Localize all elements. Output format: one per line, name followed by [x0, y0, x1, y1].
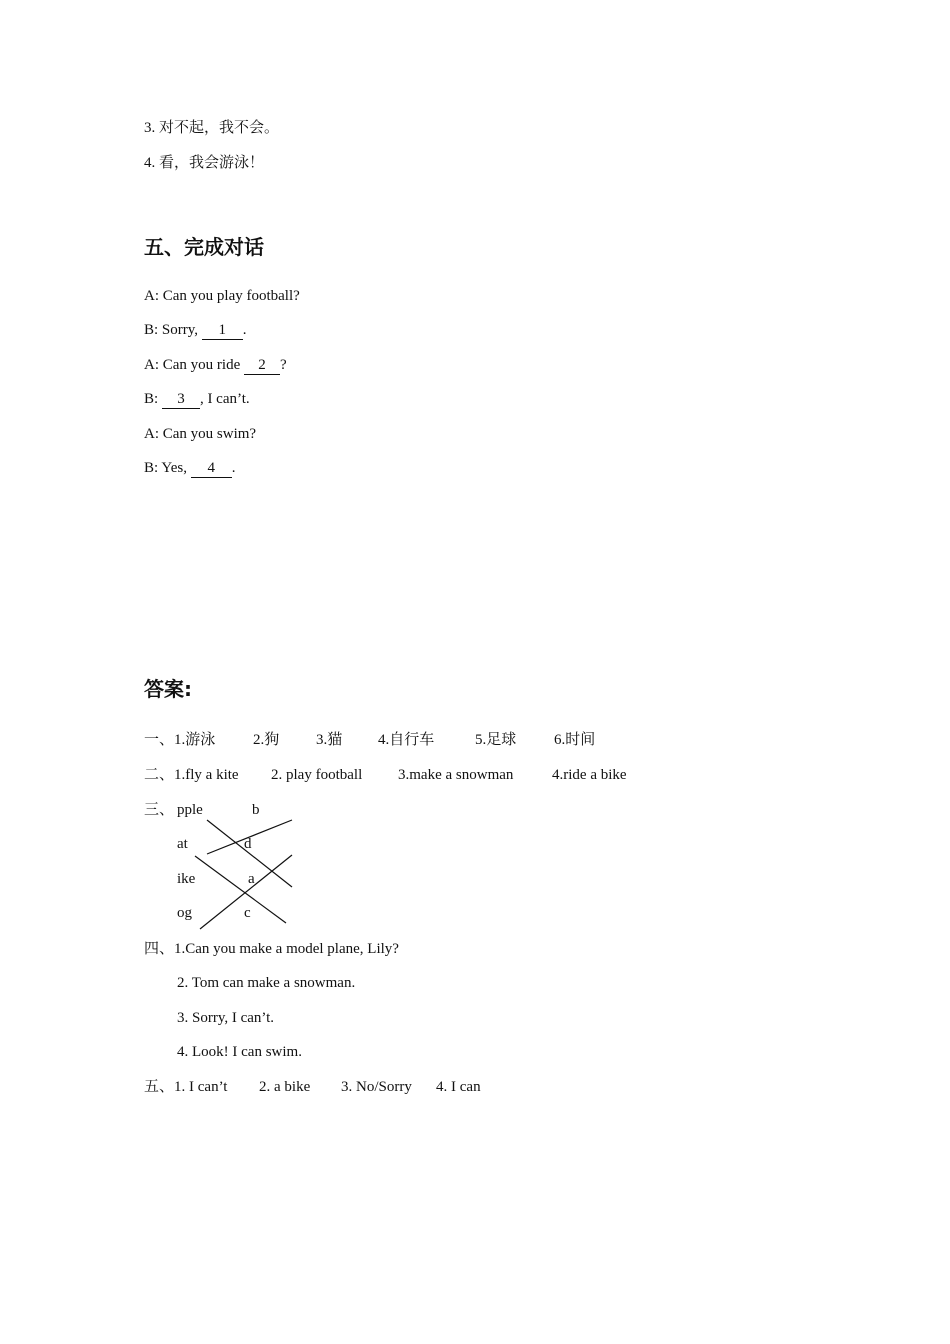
match-left-3: ike	[177, 871, 196, 887]
answer-row-4	[144, 939, 399, 959]
answer-item: 1.fly a kite	[174, 767, 239, 783]
blank-3: 3	[162, 391, 200, 409]
dialogue-text: ?	[279, 357, 287, 373]
item-3: 3. 对不起，我不会。	[144, 120, 280, 136]
dialogue-text: A: Can you swim?	[144, 426, 257, 442]
answer-item: 2. a bike	[259, 1079, 311, 1095]
answer-item: 1.游泳	[174, 732, 216, 748]
answer-item: 2. play football	[271, 767, 363, 783]
row-label: 五、	[144, 1079, 175, 1095]
row-label: 四、	[144, 941, 175, 957]
blank-4: 4	[191, 460, 232, 478]
match-line	[207, 820, 292, 854]
answer-item: 1. I can’t	[174, 1079, 228, 1095]
answer-item: 6.时间	[554, 732, 596, 748]
answer-item: 2. Tom can make a snowman.	[177, 975, 356, 991]
match-line	[207, 820, 292, 887]
dialogue-text: .	[231, 460, 236, 476]
answer-item: 4. Look! I can swim.	[177, 1044, 302, 1060]
answer-item: 3.make a snowman	[398, 767, 514, 783]
dialogue-text: A: Can you play football?	[144, 288, 300, 304]
match-line	[195, 856, 286, 923]
answer-item: 2.狗	[253, 732, 280, 748]
section-5-heading: 五、完成对话	[144, 235, 264, 259]
dialogue-text: A: Can you ride	[144, 357, 244, 373]
match-right-1: b	[252, 802, 260, 818]
answer-item: 5.足球	[475, 732, 517, 748]
dialogue-text: B: Sorry,	[144, 322, 202, 338]
dialogue-text: .	[242, 322, 247, 338]
answer-item: 3. No/Sorry	[341, 1079, 412, 1095]
row-label: 二、	[144, 767, 175, 783]
answer-row-5	[144, 1077, 481, 1097]
match-left-1: pple	[177, 802, 203, 818]
blank-2: 2	[244, 357, 280, 375]
answer-item: 4. I can	[436, 1079, 481, 1095]
blank-1: 1	[202, 322, 243, 340]
answer-item: 4.自行车	[378, 732, 435, 748]
item-4: 4. 看，我会游泳！	[144, 155, 265, 171]
answer-item: 3.猫	[316, 732, 343, 748]
match-right-2: d	[244, 836, 252, 852]
dialogue-text: B:	[144, 391, 162, 407]
answer-item: 3. Sorry, I can’t.	[177, 1010, 275, 1026]
answers-heading: 答案:	[144, 677, 192, 701]
match-left-4: og	[177, 905, 192, 921]
dialogue-text: B: Yes,	[144, 460, 191, 476]
match-right-3: a	[248, 871, 255, 887]
row-label: 一、	[144, 732, 175, 748]
match-right-4: c	[244, 905, 251, 921]
match-left-2: at	[177, 836, 188, 852]
answer-item: 1.Can you make a model plane, Lily?	[174, 941, 399, 957]
row-label: 三、	[144, 802, 175, 818]
dialogue-text: , I can’t.	[199, 391, 250, 407]
answer-item: 4.ride a bike	[552, 767, 627, 783]
